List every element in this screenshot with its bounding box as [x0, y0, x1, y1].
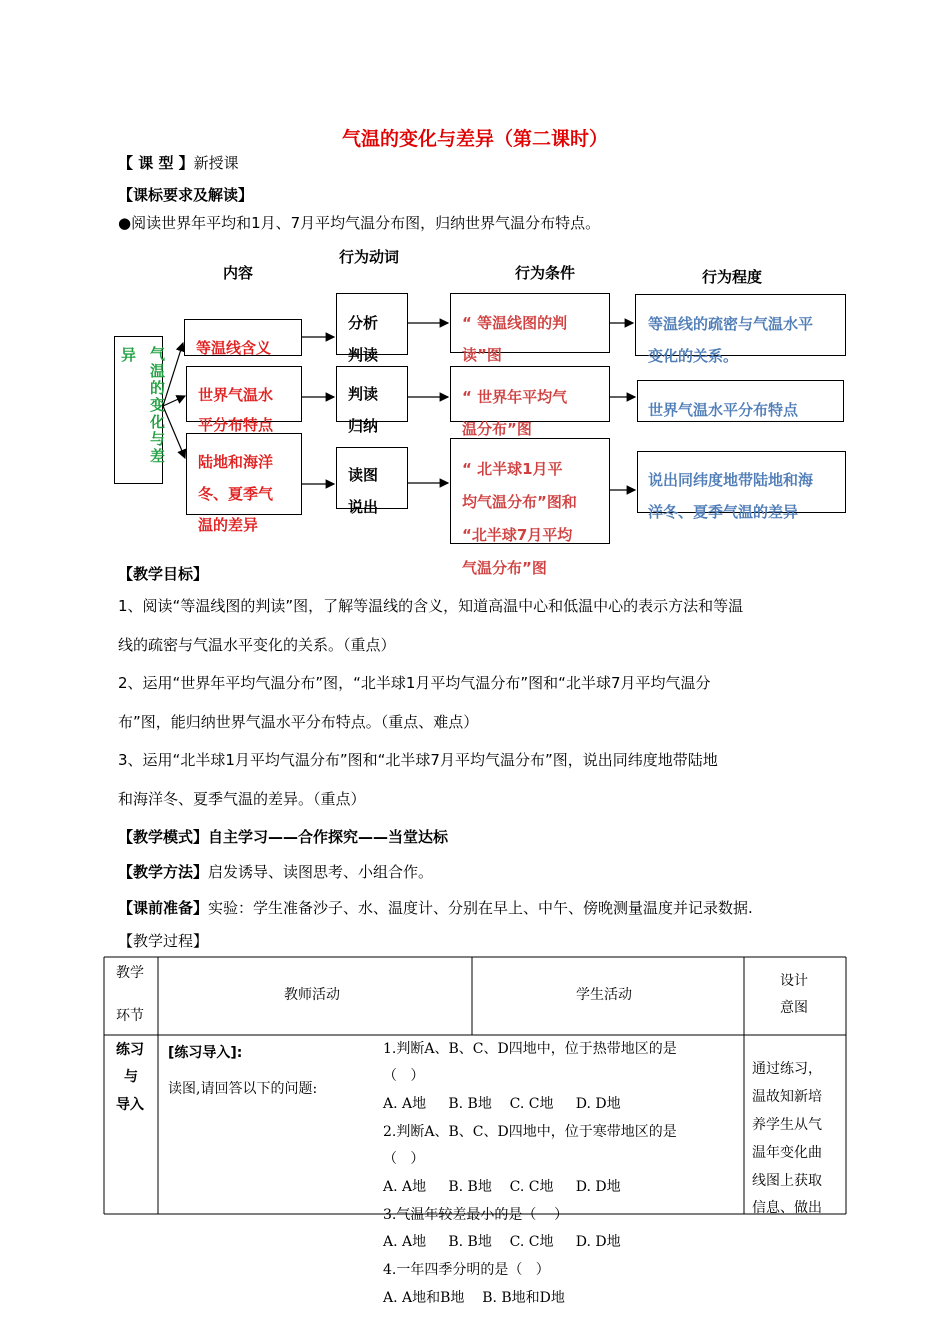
process-heading: 【教学过程】 — [118, 932, 209, 950]
teaching-mode-value: 自主学习——合作探究——当堂达标 — [208, 828, 449, 846]
condition-3-line-2: 均气温分布”图和 — [462, 493, 577, 511]
header-design-2: 意图 — [780, 1000, 808, 1016]
verb-3-line-1: 读图 — [348, 466, 379, 484]
student-activity-line: （ ） — [383, 1151, 425, 1167]
student-activity-line: 1.判断A、B、C、D四地中，位于热带地区的是 — [383, 1041, 677, 1057]
condition-3-line-3: “北半球7月平均 — [462, 526, 573, 544]
teacher-activity-title: [练习导入]: — [168, 1045, 243, 1061]
objective-line: 3、运用“北半球1月平均气温分布”图和“北半球7月平均气温分布”图，说出同纬度地带陆地 — [118, 751, 718, 769]
header-stage-1: 教学 — [116, 965, 144, 981]
verb-3-line-2: 说出 — [348, 498, 379, 516]
student-activity-line: 3.气温年较差最小的是（ ） — [383, 1207, 569, 1223]
curriculum-heading: 【课标要求及解读】 — [118, 186, 254, 204]
preparation-value: 实验：学生准备沙子、水、温度计、分别在早上、中午、傍晚测量温度并记录数据. — [208, 899, 753, 917]
student-activity-line: 2.判断A、B、C、D四地中，位于寒带地区的是 — [383, 1124, 677, 1140]
content-2-line-2: 平分布特点 — [198, 416, 274, 434]
content-3-line-3: 温的差异 — [198, 516, 259, 534]
curriculum-requirement: ●阅读世界年平均和1月、7月平均气温分布图，归纳世界气温分布特点。 — [118, 214, 601, 232]
lesson-type-value: 新授课 — [193, 154, 239, 172]
student-activity-line: A. A地和B地 B. B地和D地 — [383, 1290, 565, 1306]
header-degree: 行为程度 — [702, 268, 763, 286]
verb-1-line-2: 判读 — [348, 346, 379, 364]
student-activity-line: 4.一年四季分明的是（ ） — [383, 1262, 550, 1278]
teaching-method-label: 【教学方法】 — [118, 863, 209, 881]
stage-line: 练习 — [116, 1042, 144, 1058]
page-title: 气温的变化与差异（第二课时） — [341, 128, 608, 150]
header-teacher: 教师活动 — [284, 987, 340, 1003]
content-3-line-2: 冬、夏季气 — [198, 485, 274, 503]
teacher-activity-text: 读图,请回答以下的问题: — [168, 1081, 318, 1097]
preparation-label: 【课前准备】 — [118, 899, 209, 917]
condition-2-line-2: 温分布”图 — [462, 420, 532, 438]
degree-3-line-2: 洋冬、夏季气温的差异 — [648, 503, 799, 521]
condition-3-line-1: “ 北半球1月平 — [462, 460, 563, 478]
degree-1-line-2: 变化的关系。 — [648, 347, 739, 365]
student-activity-line: A. A地 B. B地 C. C地 D. D地 — [383, 1234, 621, 1250]
header-stage-2: 环节 — [116, 1008, 144, 1024]
degree-1-line-1: 等温线的疏密与气温水平 — [648, 315, 814, 333]
objective-line: 2、运用“世界年平均气温分布”图，“北半球1月平均气温分布”图和“北半球7月平均气温分 — [118, 674, 711, 692]
teaching-mode-label: 【教学模式】 — [118, 828, 209, 846]
design-intent-line: 养学生从气 — [752, 1117, 822, 1133]
root-label-2: 气温的变化与差 — [150, 345, 166, 465]
design-intent-line: 温年变化曲 — [752, 1145, 822, 1161]
objective-line: 和海洋冬、夏季气温的差异。（重点） — [118, 790, 366, 808]
objectives-heading: 【教学目标】 — [118, 565, 209, 583]
header-verb: 行为动词 — [339, 248, 400, 266]
content-1-line-1: 等温线含义 — [196, 339, 272, 357]
objective-line: 布”图，能归纳世界气温水平分布特点。（重点、难点） — [118, 713, 479, 731]
content-2-line-1: 世界气温水 — [198, 386, 274, 404]
lesson-type-label: 【 课 型 】 — [118, 154, 194, 172]
header-condition: 行为条件 — [515, 264, 576, 282]
verb-1-line-1: 分析 — [348, 314, 379, 332]
student-activity-line: A. A地 B. B地 C. C地 D. D地 — [383, 1179, 621, 1195]
teaching-method-value: 启发诱导、读图思考、小组合作。 — [208, 863, 434, 881]
condition-1-line-2: 读”图 — [462, 346, 502, 364]
condition-2-line-1: “ 世界年平均气 — [462, 388, 568, 406]
objective-line: 线的疏密与气温水平变化的关系。（重点） — [118, 636, 396, 654]
design-intent-line: 温故知新培 — [752, 1089, 822, 1105]
degree-3-line-1: 说出同纬度地带陆地和海 — [648, 471, 814, 489]
design-intent-line: 信息、做出 — [752, 1200, 822, 1216]
student-activity-line: （ ） — [383, 1068, 425, 1084]
root-label-1: 异 — [121, 346, 137, 364]
stage-line: 与 — [124, 1069, 138, 1085]
design-intent-line: 线图上获取 — [752, 1173, 822, 1189]
verb-2-line-1: 判读 — [348, 385, 379, 403]
stage-line: 导入 — [116, 1097, 144, 1113]
condition-3-line-4: 气温分布”图 — [462, 559, 547, 577]
verb-2-line-2: 归纳 — [348, 417, 379, 435]
condition-1-line-1: “ 等温线图的判 — [462, 314, 568, 332]
design-intent-line: 通过练习， — [752, 1061, 822, 1077]
header-student: 学生活动 — [576, 987, 632, 1003]
student-activity-line: A. A地 B. B地 C. C地 D. D地 — [383, 1096, 621, 1112]
degree-2-line-1: 世界气温水平分布特点 — [648, 401, 799, 419]
header-content: 内容 — [223, 264, 254, 282]
content-3-line-1: 陆地和海洋 — [198, 453, 274, 471]
header-design-1: 设计 — [780, 973, 808, 989]
objective-line: 1、阅读“等温线图的判读”图，了解等温线的含义，知道高温中心和低温中心的表示方法和等温 — [118, 597, 744, 615]
